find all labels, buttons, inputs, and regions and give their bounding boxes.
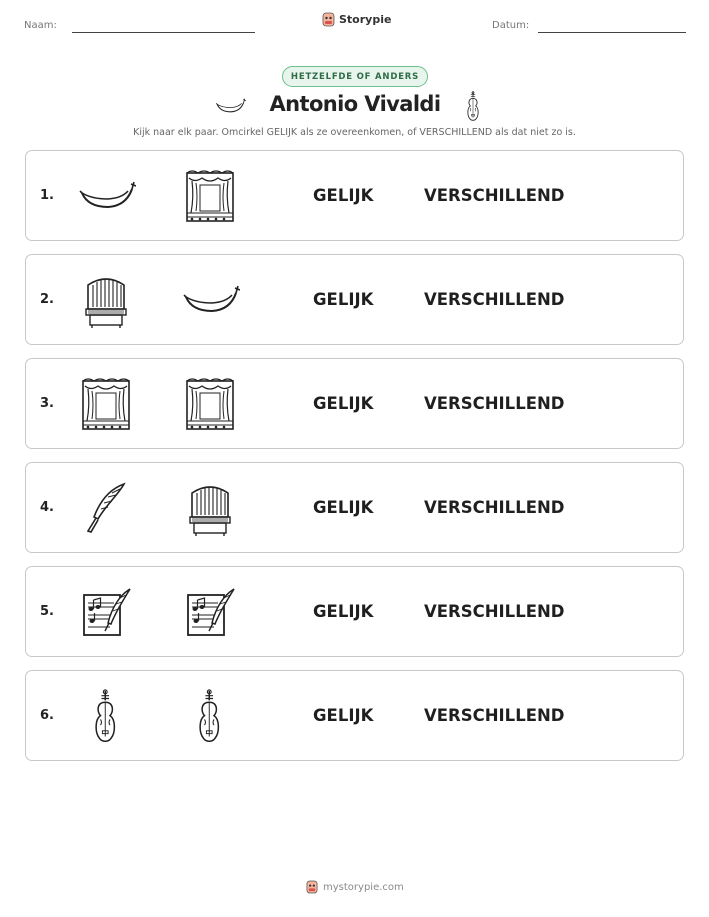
gondola-icon — [215, 97, 247, 115]
option-gelijk[interactable]: GELIJK — [313, 394, 374, 413]
page-title: Antonio Vivaldi — [269, 92, 441, 116]
sheet-music-icon — [180, 585, 240, 641]
gondola-icon — [76, 169, 136, 225]
footer — [306, 880, 404, 894]
option-verschillend[interactable]: VERSCHILLEND — [424, 602, 565, 621]
question-number: 3. — [40, 396, 54, 411]
option-gelijk[interactable]: GELIJK — [313, 602, 374, 621]
option-verschillend[interactable]: VERSCHILLEND — [424, 394, 565, 413]
brand-name: Storypie — [339, 13, 392, 26]
theater-icon — [180, 377, 240, 433]
question-number: 5. — [40, 604, 54, 619]
option-verschillend[interactable]: VERSCHILLEND — [424, 186, 565, 205]
violin-icon — [76, 689, 136, 745]
question-number: 6. — [40, 708, 54, 723]
worksheet-type-badge: HETZELFDE OF ANDERS — [282, 66, 428, 87]
brand-logo — [322, 12, 391, 27]
storypie-logo-icon — [322, 12, 335, 27]
theater-icon — [180, 169, 240, 225]
theater-icon — [76, 377, 136, 433]
option-gelijk[interactable]: GELIJK — [313, 290, 374, 309]
storypie-logo-icon — [306, 880, 318, 894]
question-row-2 — [25, 254, 684, 345]
footer-url: mystorypie.com — [323, 881, 404, 893]
organ-icon — [180, 481, 240, 537]
violin-icon — [180, 689, 240, 745]
question-row-4 — [25, 462, 684, 553]
instructions: Kijk naar elk paar. Omcirkel GELIJK als ze overeenkomen, of VERSCHILLEND als dat niet zo is. — [133, 127, 576, 138]
question-number: 2. — [40, 292, 54, 307]
question-row-3 — [25, 358, 684, 449]
option-verschillend[interactable]: VERSCHILLEND — [424, 706, 565, 725]
name-label: Naam: — [24, 20, 57, 31]
question-number: 1. — [40, 188, 54, 203]
quill-icon — [76, 481, 136, 537]
date-label: Datum: — [492, 20, 530, 31]
question-row-1 — [25, 150, 684, 241]
date-line[interactable] — [538, 32, 686, 33]
option-verschillend[interactable]: VERSCHILLEND — [424, 290, 565, 309]
question-number: 4. — [40, 500, 54, 515]
option-gelijk[interactable]: GELIJK — [313, 498, 374, 517]
gondola-icon — [180, 273, 240, 329]
option-verschillend[interactable]: VERSCHILLEND — [424, 498, 565, 517]
name-line[interactable] — [72, 32, 255, 33]
option-gelijk[interactable]: GELIJK — [313, 186, 374, 205]
violin-icon — [465, 91, 481, 123]
question-row-5 — [25, 566, 684, 657]
sheet-music-icon — [76, 585, 136, 641]
organ-icon — [76, 273, 136, 329]
option-gelijk[interactable]: GELIJK — [313, 706, 374, 725]
question-row-6 — [25, 670, 684, 761]
